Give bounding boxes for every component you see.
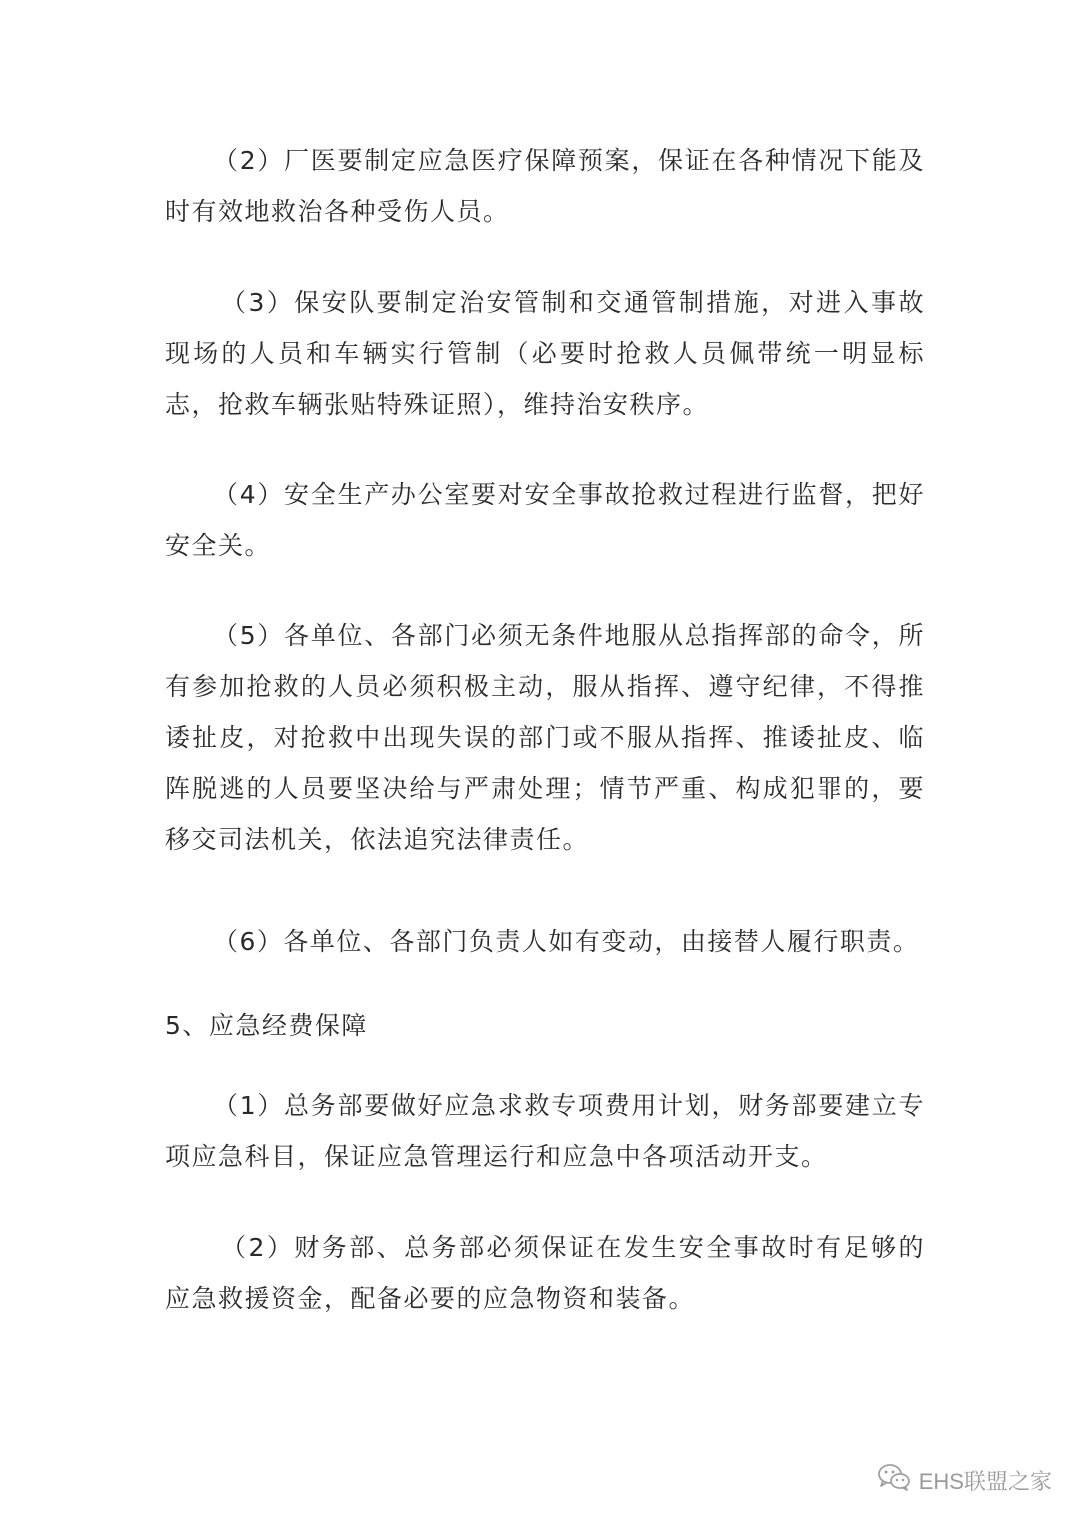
paragraph-funds-2: （2）财务部、总务部必须保证在发生安全事故时有足够的应急救援资金，配备必要的应急物资和装备。 [165,1233,925,1313]
paragraph-2-medical: （2）厂医要制定应急医疗保障预案，保证在各种情况下能及时有效地救治各种受伤人员。 [165,146,925,226]
paragraph-6-responsibility: （6）各单位、各部门负责人如有变动，由接替人履行职责。 [213,927,920,956]
paragraph-funds-1: （1）总务部要做好应急求救专项费用计划，财务部要建立专项应急科目，保证应急管理运行和应急中各项活动开支。 [165,1091,925,1171]
paragraph-4-safety-office: （4）安全生产办公室要对安全事故抢救过程进行监督，把好安全关。 [165,480,925,560]
watermark [877,1462,1052,1498]
watermark-text: EHS联盟之家 [918,1468,1052,1494]
section-heading-emergency-funds: 5、应急经费保障 [165,1011,368,1040]
wechat-icon [877,1462,911,1498]
paragraph-5-command: （5）各单位、各部门必须无条件地服从总指挥部的命令，所有参加抢救的人员必须积极主动，服从指挥、遵守纪律，不得推诿扯皮，对抢救中出现失误的部门或不服从指挥、推诿扯皮、临阵脱逃的人员要坚决给与严肃处理；情节严重、构成犯罪的，要移交司法机关，依法追究法律责任。 [165,621,925,854]
paragraph-3-security: （3）保安队要制定治安管制和交通管制措施，对进入事故现场的人员和车辆实行管制（必要时抢救人员佩带统一明显标志，抢救车辆张贴特殊证照），维持治安秩序。 [165,288,925,419]
